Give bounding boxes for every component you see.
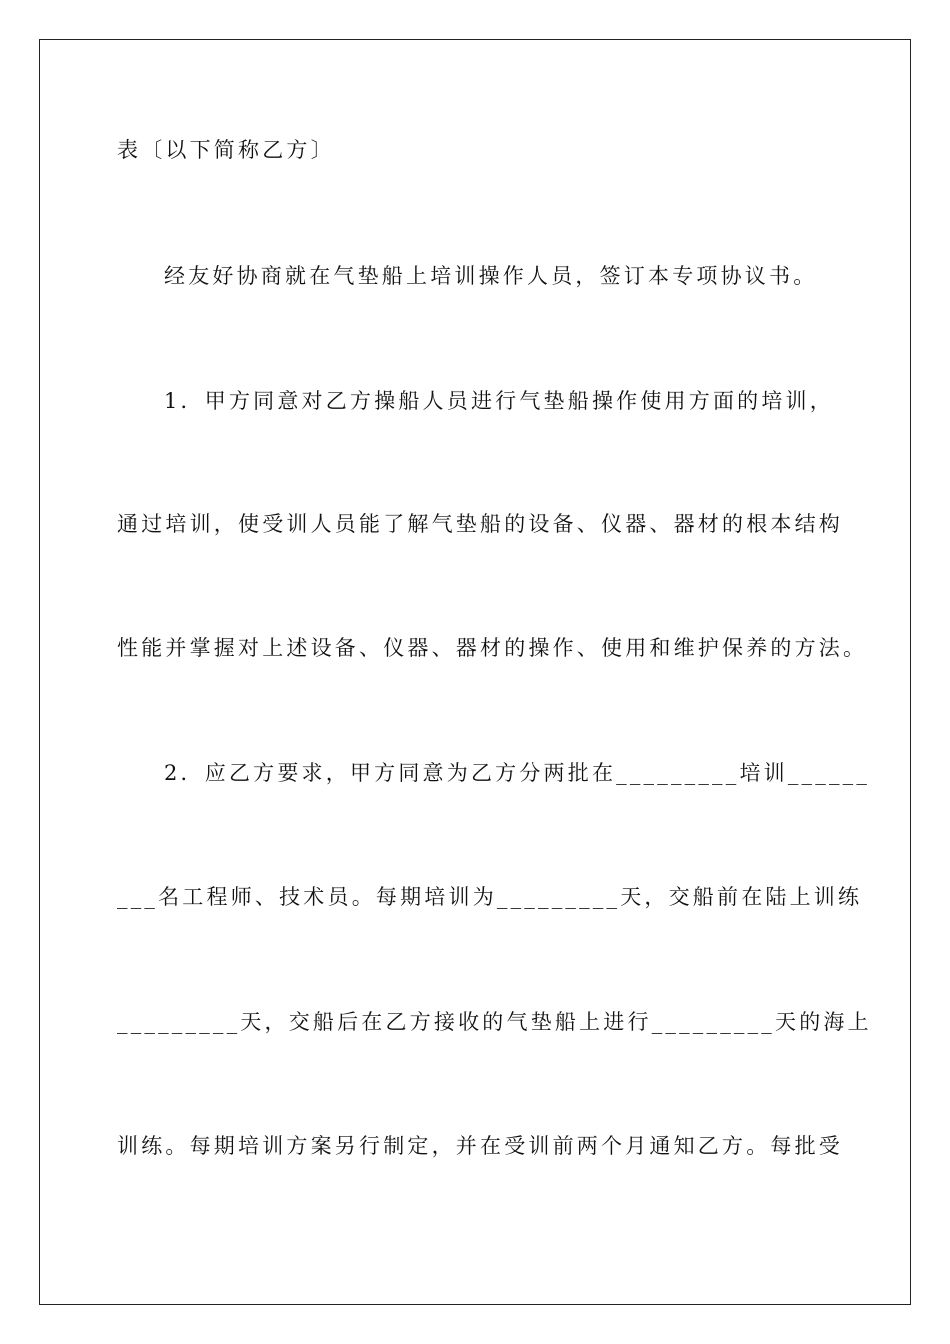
text-line-7: ___名工程师、技术员。每期培训为_________天，交船前在陆上训练 xyxy=(117,885,863,909)
text-line-3: 1．甲方同意对乙方操船人员进行气垫船操作使用方面的培训， xyxy=(164,389,834,413)
page-border xyxy=(39,39,911,1305)
text-line-2: 经友好协商就在气垫船上培训操作人员，签订本专项协议书。 xyxy=(164,264,818,288)
text-line-5: 性能并掌握对上述设备、仪器、器材的操作、使用和维护保养的方法。 xyxy=(117,636,868,660)
text-line-6: 2．应乙方要求，甲方同意为乙方分两批在_________培训______ xyxy=(164,761,871,785)
text-line-8: _________天，交船后在乙方接收的气垫船上进行_________天的海上 xyxy=(117,1010,872,1034)
text-line-9: 训练。每期培训方案另行制定，并在受训前两个月通知乙方。每批受 xyxy=(117,1134,843,1158)
text-line-4: 通过培训，使受训人员能了解气垫船的设备、仪器、器材的根本结构 xyxy=(117,512,843,536)
text-line-1: 表〔以下简称乙方〕 xyxy=(117,138,335,162)
